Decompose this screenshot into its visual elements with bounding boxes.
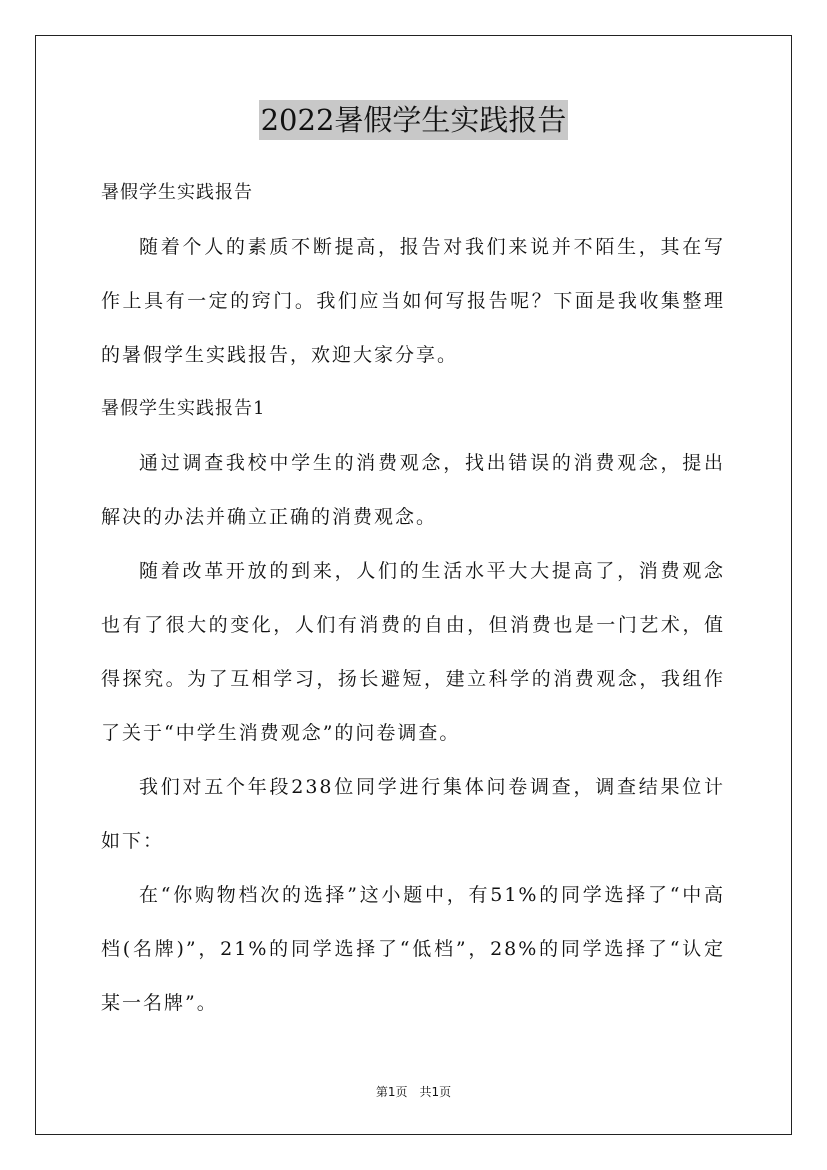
title-container xyxy=(0,100,827,140)
document-body xyxy=(101,166,725,1030)
paragraph: 随着个人的素质不断提高，报告对我们来说并不陌生，其在写作上具有一定的窍门。我们应当如何写报告呢？下面是我收集整理的暑假学生实践报告，欢迎大家分享。 xyxy=(101,236,725,366)
paragraph: 随着改革开放的到来，人们的生活水平大大提高了，消费观念也有了很大的变化，人们有消费的自由，但消费也是一门艺术，值得探究。为了互相学习，扬长避短，建立科学的消费观念，我组作了关于“中学生消费观念”的问卷调查。 xyxy=(101,560,725,744)
section-heading: 暑假学生实践报告 xyxy=(101,182,253,203)
section-heading: 暑假学生实践报告1 xyxy=(101,398,266,419)
page-footer: 第1页 共1页 xyxy=(375,1085,452,1099)
paragraph: 我们对五个年段238位同学进行集体问卷调查，调查结果位计如下： xyxy=(101,776,725,852)
paragraph: 在“你购物档次的选择”这小题中，有51%的同学选择了“中高档(名牌)”，21%的同学选择了“低档”，28%的同学选择了“认定某一名牌”。 xyxy=(101,884,725,1014)
document-title: 2022暑假学生实践报告 xyxy=(259,100,569,140)
paragraph: 通过调查我校中学生的消费观念，找出错误的消费观念，提出解决的办法并确立正确的消费观念。 xyxy=(101,452,725,528)
